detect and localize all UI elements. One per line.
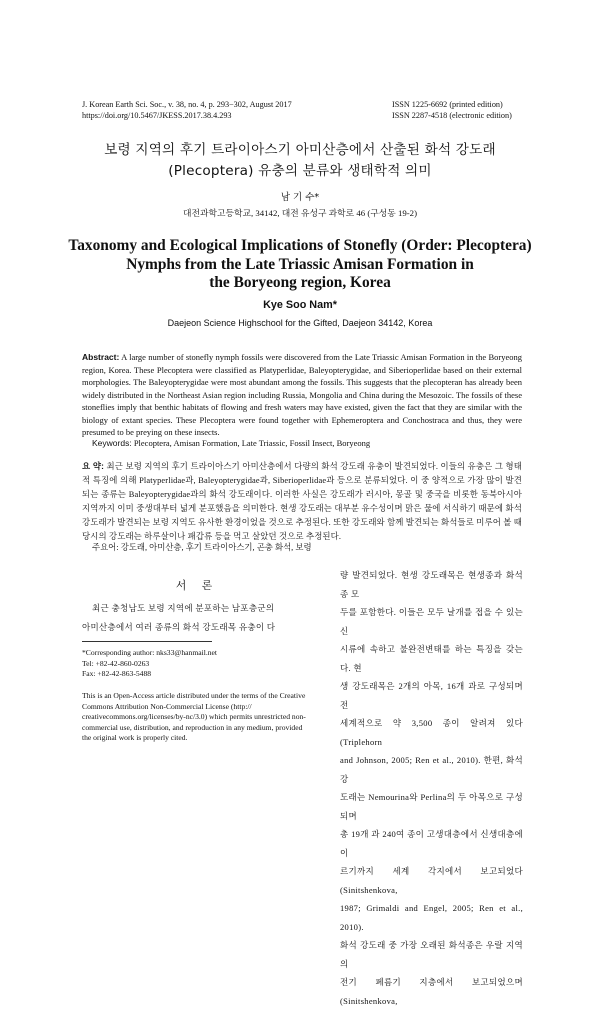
korean-title-line: 보령 지역의 후기 트라이아스기 아미산층에서 산출된 화석 강도래 [104,142,496,158]
citation-line: J. Korean Earth Sci. Soc., v. 38, no. 4, p. 293−302, August 2017 [82,100,292,109]
abstract [82,351,522,439]
issn-block [392,99,512,121]
journal-citation [82,99,292,121]
korean-author: 남 기 수* [280,192,320,203]
text-line: 세계적으로 약 3,500 종이 알려져 있다(Triplehorn [340,718,523,747]
text-line: 총 19개 과 240여 종이 고생대층에서 신생대층에 이 [340,829,523,858]
issn-print: ISSN 1225-6692 (printed edition) [392,100,503,109]
abstract-text: A large number of stonefly nymph fossils were discovered from the Late Triassic Amisan Formation in the Boryeong region, Korea. These Plecoptera were classified as Platyperlidae, Baleyopterygidae, and Siberioperlidae based on their external morphologies. The Baleyopterygidae were most abundant among the fossils. This suggests that the plecopteran has already been widely distributed in the Northeast Asian region including Russia, Mongolia and China during the Mesozoic. The fossils of these stoneflies imply that benthic habitats of flowing and fresh waters may have existed, given the fact that they are similar with the biology of extant species. These Plecoptera were found together with Ephemeroptera and Conchostraca and thus, they were presumed to be preying on these insects. [82,352,522,437]
english-title-line: the Boryeong region, Korea [209,274,391,291]
text-line: 도래는 Nemourina와 Perlina의 두 아목으로 구성되며 [340,792,523,821]
fax: Fax: +82-42-863-5488 [82,669,152,679]
intro-left-column [82,599,312,636]
english-title-line: Nymphs from the Late Triassic Amisan Formation in [126,255,474,273]
text-line: 화석 강도래 중 가장 오래된 화석종은 우랄 지역의 [340,940,523,969]
english-affiliation: Daejeon Science Highschool for the Gifted, Daejeon 34142, Korea [167,318,433,328]
korean-abstract-text: 최근 보령 지역의 후기 트라이아스기 아미산층에서 다량의 화석 강도래 유충이 발견되었다. 이들의 유충은 그 형태적 특징에 의해 Platyperlidae과, Baleyopterygidae과, Siberioperlidae과 등으로 분류되었다. 이 중 양적으로 가장 많이 발견되는 종류는 Baleyopterygidae과의 화석 강도래이다. 이러한 사실은 강도래가 러시아, 몽골 및 중국을 비롯한 동북아시아 지역까지 이미 중생대부터 넓게 분포했음을 의미한다. 현생 강도래는 대부분 유수성이며 맑은 물에 서식하기 때문에 화석 강도래가 발견되는 보령 지역도 유사한 환경이었을 것으로 추정된다. 또한 강도래와 함께 발견되는 화석들로 미루어 볼 때 당시의 강도래는 하루살이나 패갑류 등을 먹고 살았던 것으로 추정된다. [82,462,522,541]
korean-title-line: (Plecoptera) 유충의 분류와 생태학적 의미 [168,163,432,179]
text-line: 아미산층에서 여러 종류의 화석 강도래목 유충이 다 [82,621,276,632]
text-line: 전기 페름기 지층에서 보고되었으며(Sinitshenkova, [340,977,523,1006]
korean-affiliation: 대전과학고등학교, 34142, 대전 유성구 과학로 46 (구성동 19-2) [182,208,418,218]
contact-footnote [82,648,312,680]
keywords-text: Plecoptera, Amisan Formation, Late Triassic, Fossil Insect, Boryeong [133,438,371,448]
text-line: 량 발견되었다. 현생 강도래목은 현생종과 화석종 모 [340,570,523,599]
license-footnote: This is an Open-Access article distributed under the terms of the Creative Commons Attribution Non-Commercial License (http:// creativecommons.org/licenses/by-nc/3.0) which permits unrestricted non-commercial use, distribution, and reproduction in any medium, provided the original work is properly cited. [82,691,306,743]
korean-abstract [82,459,522,544]
section-heading-introduction: 서 론 [175,579,219,592]
text-line: 1987; Grimaldi and Engel, 2005; Ren et al., 2010). [340,903,523,932]
doi-link[interactable]: https://doi.org/10.5467/JKESS.2017.38.4.293 [82,111,232,120]
english-title-line: Taxonomy and Ecological Implications of Stonefly (Order: Plecoptera) [68,237,532,254]
text-line: 시류에 속하고 불완전변태를 하는 특징을 갖는다. 현 [340,644,523,673]
korean-keywords-text: 강도래, 아미산층, 후기 트라이아스기, 곤충 화석, 보령 [120,543,312,552]
english-author: Kye Soo Nam* [263,299,337,311]
keywords [92,437,522,449]
text-line: 생 강도래목은 2개의 아목, 16개 과로 구성되며 전 [340,681,523,710]
english-title [50,237,550,293]
korean-keywords-label: 주요어: [92,543,119,552]
corresponding-author: *Corresponding author: nks33@hanmail.net [82,648,218,657]
keywords-label: Keywords: [92,438,132,448]
footnote-divider [82,641,212,642]
text-line: and Johnson, 2005; Ren et al., 2010). 한편, 화석 강 [340,755,523,784]
text-line: 르기까지 세계 각지에서 보고되었다(Sinitshenkova, [340,866,523,895]
intro-right-column [340,566,523,1010]
korean-keywords [92,541,522,553]
telephone: Tel: +82-42-860-0263 [82,658,150,668]
korean-abstract-label: 요 약: [82,461,105,471]
abstract-label: Abstract: [82,352,120,362]
issn-electronic: ISSN 2287-4518 (electronic edition) [392,111,512,120]
korean-title [40,140,560,182]
text-line: 최근 충청남도 보령 지역에 분포하는 남포층군의 [92,603,275,613]
text-line: 두를 포함한다. 이들은 모두 날개를 접을 수 있는 신 [340,607,523,636]
